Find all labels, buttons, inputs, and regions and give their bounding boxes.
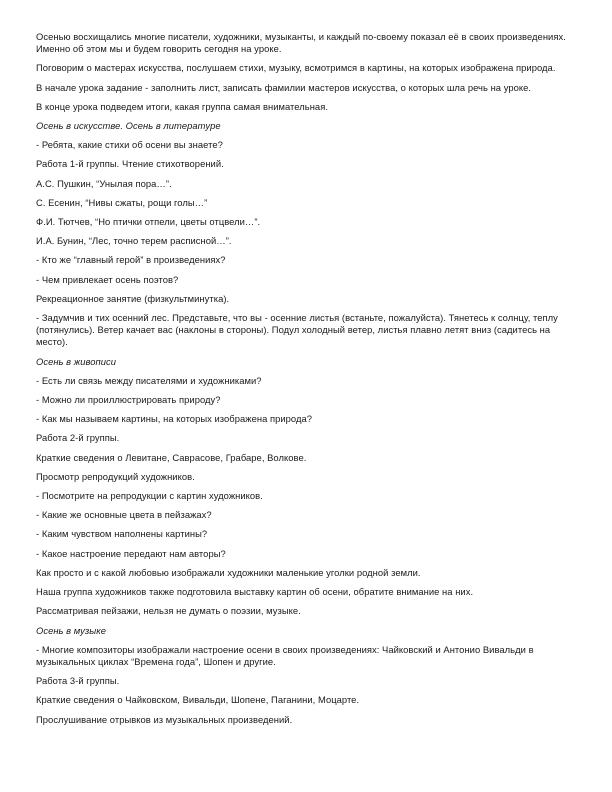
- paragraph: Краткие сведения о Чайковском, Вивальди, Шопене, Паганини, Моцарте.: [36, 694, 360, 706]
- paragraph: - Есть ли связь между писателями и художниками?: [36, 374, 262, 386]
- paragraph: Рекреационное занятие (физкультминутка).: [36, 292, 230, 304]
- paragraph: С. Есенин, “Нивы сжаты, рощи голы…”: [36, 196, 208, 208]
- paragraph: - Ребята, какие стихи об осени вы знаете?: [36, 139, 223, 151]
- paragraph: - Какие же основные цвета в пейзажах?: [36, 509, 212, 521]
- paragraph: - Посмотрите на репродукции с картин художников.: [36, 490, 263, 502]
- paragraph: - Многие композиторы изображали настроение осени в своих произведениях: Чайковский и Антонио Вивальди в музыкальных циклах “Времена года”, Шопен и другие.: [36, 643, 534, 667]
- paragraph: Просмотр репродукций художников.: [36, 470, 195, 482]
- paragraph: - Кто же “главный герой” в произведениях?: [36, 254, 226, 266]
- paragraph: - Задумчив и тих осенний лес. Представьте, что вы - осенние листья (встаньте, пожалуйста). Тянетесь к солнцу, теплу (потянулись). Ветер качает вас (наклоны в стороны). Подул холодный ветер, листья плавно летят вниз (садитесь на место).: [36, 312, 558, 348]
- paragraph: Поговорим о мастерах искусства, послушаем стихи, музыку, всмотримся в картины, на которых изображена природа.: [36, 62, 556, 74]
- paragraph: Ф.И. Тютчев, “Но птички отпели, цветы отцвели…”.: [36, 216, 261, 228]
- paragraph: - Как мы называем картины, на которых изображена природа?: [36, 413, 313, 425]
- paragraph: Наша группа художников также подготовила выставку картин об осени, обратите внимание на них.: [36, 586, 474, 598]
- paragraph: Работа 3-й группы.: [36, 675, 120, 687]
- paragraph: Рассматривая пейзажи, нельзя не думать о поэзии, музыке.: [36, 605, 301, 617]
- section-heading: Осень в искусстве. Осень в литературе: [36, 120, 221, 132]
- paragraph: Прослушивание отрывков из музыкальных произведений.: [36, 713, 293, 725]
- paragraph: В начале урока задание - заполнить лист, записать фамилии мастеров искусства, о которых шла речь на уроке.: [36, 81, 532, 93]
- paragraph: А.С. Пушкин, “Унылая пора…”.: [36, 177, 172, 189]
- section-heading: Осень в музыке: [36, 624, 106, 636]
- paragraph: - Каким чувством наполнены картины?: [36, 528, 208, 540]
- paragraph: Работа 1-й группы. Чтение стихотворений.: [36, 158, 224, 170]
- paragraph: В конце урока подведем итоги, какая группа самая внимательная.: [36, 100, 328, 112]
- paragraph: Краткие сведения о Левитане, Саврасове, Грабаре, Волкове.: [36, 451, 307, 463]
- paragraph: Как просто и с какой любовью изображали художники маленькие уголки родной земли.: [36, 566, 421, 578]
- paragraph: - Какое настроение передают нам авторы?: [36, 547, 226, 559]
- paragraph: - Чем привлекает осень поэтов?: [36, 273, 179, 285]
- paragraph: Осенью восхищались многие писатели, художники, музыканты, и каждый по-своему показал её в своих произведениях. Именно об этом мы и будем говорить сегодня на уроке.: [36, 31, 566, 55]
- paragraph: Работа 2-й группы.: [36, 432, 120, 444]
- section-heading: Осень в живописи: [36, 355, 117, 367]
- paragraph: - Можно ли проиллюстрировать природу?: [36, 394, 221, 406]
- paragraph: И.А. Бунин, “Лес, точно терем расписной…”.: [36, 235, 232, 247]
